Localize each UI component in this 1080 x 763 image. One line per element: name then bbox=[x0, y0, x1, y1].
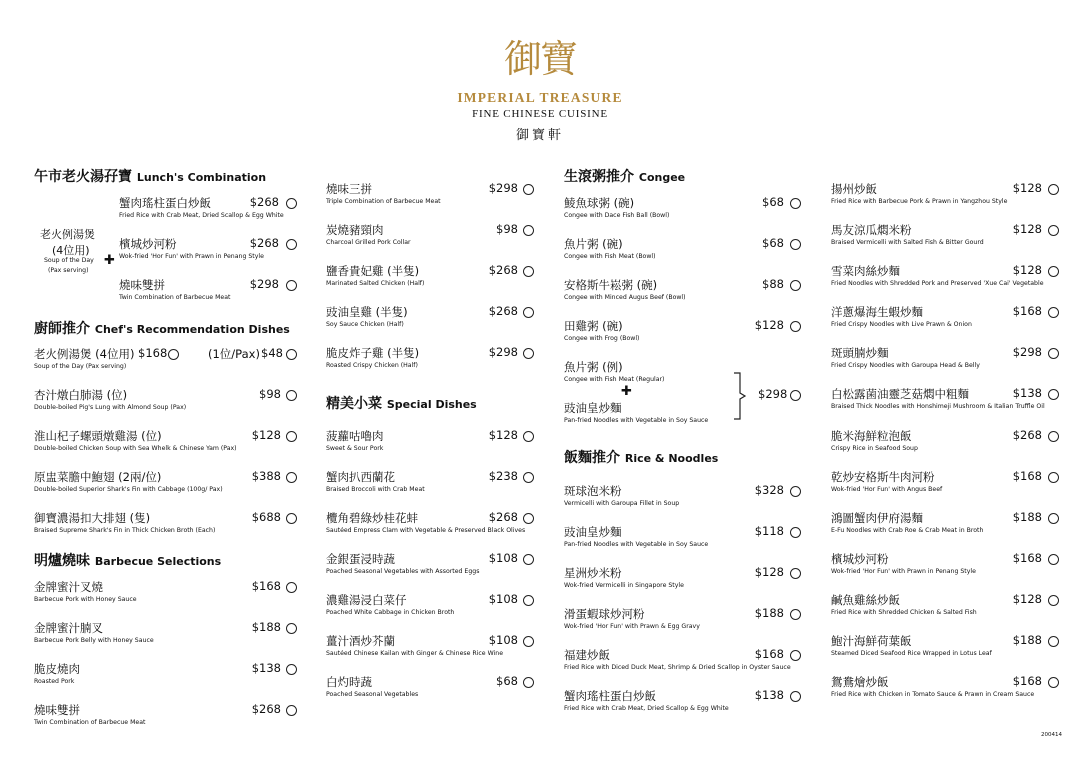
section-title-congee: 生滾粥推介 Congee bbox=[564, 169, 686, 185]
select-circle[interactable] bbox=[1048, 513, 1059, 524]
select-circle[interactable] bbox=[523, 472, 534, 483]
select-circle[interactable] bbox=[790, 486, 801, 497]
select-circle[interactable] bbox=[1048, 307, 1059, 318]
select-circle[interactable] bbox=[286, 705, 297, 716]
select-circle[interactable] bbox=[286, 623, 297, 634]
select-circle[interactable] bbox=[790, 691, 801, 702]
select-circle[interactable] bbox=[1048, 431, 1059, 442]
select-circle[interactable] bbox=[1048, 472, 1059, 483]
select-circle[interactable] bbox=[523, 431, 534, 442]
select-circle[interactable] bbox=[523, 636, 534, 647]
section-title-chef: 廚師推介 Chef's Recommendation Dishes bbox=[34, 321, 290, 337]
select-circle[interactable] bbox=[286, 198, 297, 209]
select-circle[interactable] bbox=[523, 266, 534, 277]
select-circle[interactable] bbox=[286, 513, 297, 524]
select-circle[interactable] bbox=[790, 390, 801, 401]
section-title-special: 精美小菜 Special Dishes bbox=[326, 396, 477, 412]
select-circle[interactable] bbox=[790, 198, 801, 209]
soup-of-day-serving: (Pax serving) bbox=[48, 267, 89, 274]
soup-of-day-en: Soup of the Day bbox=[44, 257, 94, 264]
brand-chinese-name: 御寶軒 bbox=[515, 128, 564, 143]
select-circle[interactable] bbox=[286, 582, 297, 593]
bracket-icon bbox=[732, 372, 748, 420]
combo-price: $298 bbox=[758, 387, 788, 401]
select-circle[interactable] bbox=[790, 568, 801, 579]
logo-mark: 御寶 bbox=[503, 37, 576, 81]
section-title-rice: 飯麵推介 Rice & Noodles bbox=[564, 450, 719, 466]
select-circle[interactable] bbox=[286, 349, 297, 360]
document-code: 200414 bbox=[1041, 732, 1062, 738]
select-circle[interactable] bbox=[790, 321, 801, 332]
section-title-bbq: 明爐燒味 Barbecue Selections bbox=[34, 553, 222, 569]
select-circle[interactable] bbox=[286, 280, 297, 291]
select-circle[interactable] bbox=[286, 239, 297, 250]
select-circle[interactable] bbox=[1048, 554, 1059, 565]
select-circle[interactable] bbox=[523, 348, 534, 359]
select-circle[interactable] bbox=[790, 650, 801, 661]
select-circle[interactable] bbox=[523, 225, 534, 236]
select-circle[interactable] bbox=[523, 307, 534, 318]
select-circle[interactable] bbox=[523, 513, 534, 524]
soup-of-day-label: 老火例湯煲 bbox=[40, 228, 95, 241]
select-circle[interactable] bbox=[1048, 595, 1059, 606]
select-circle[interactable] bbox=[286, 431, 297, 442]
select-circle[interactable] bbox=[168, 349, 179, 360]
select-circle[interactable] bbox=[523, 595, 534, 606]
select-circle[interactable] bbox=[1048, 636, 1059, 647]
select-circle[interactable] bbox=[286, 390, 297, 401]
select-circle[interactable] bbox=[1048, 389, 1059, 400]
select-circle[interactable] bbox=[1048, 266, 1059, 277]
select-circle[interactable] bbox=[1048, 225, 1059, 236]
select-circle[interactable] bbox=[790, 609, 801, 620]
plus-icon: ✚ bbox=[104, 253, 115, 268]
plus-icon: ✚ bbox=[621, 384, 632, 399]
select-circle[interactable] bbox=[1048, 348, 1059, 359]
select-circle[interactable] bbox=[523, 677, 534, 688]
select-circle[interactable] bbox=[523, 554, 534, 565]
select-circle[interactable] bbox=[286, 664, 297, 675]
select-circle[interactable] bbox=[790, 527, 801, 538]
select-circle[interactable] bbox=[790, 239, 801, 250]
brand-name: IMPERIAL TREASURE bbox=[457, 90, 623, 105]
brand-subtitle: FINE CHINESE CUISINE bbox=[472, 108, 608, 120]
select-circle[interactable] bbox=[790, 280, 801, 291]
section-title-lunch: 午市老火湯孖寶 Lunch's Combination bbox=[34, 169, 267, 185]
select-circle[interactable] bbox=[523, 184, 534, 195]
select-circle[interactable] bbox=[1048, 677, 1059, 688]
soup-of-day-size: (4位用) bbox=[52, 244, 90, 257]
select-circle[interactable] bbox=[1048, 184, 1059, 195]
select-circle[interactable] bbox=[286, 472, 297, 483]
